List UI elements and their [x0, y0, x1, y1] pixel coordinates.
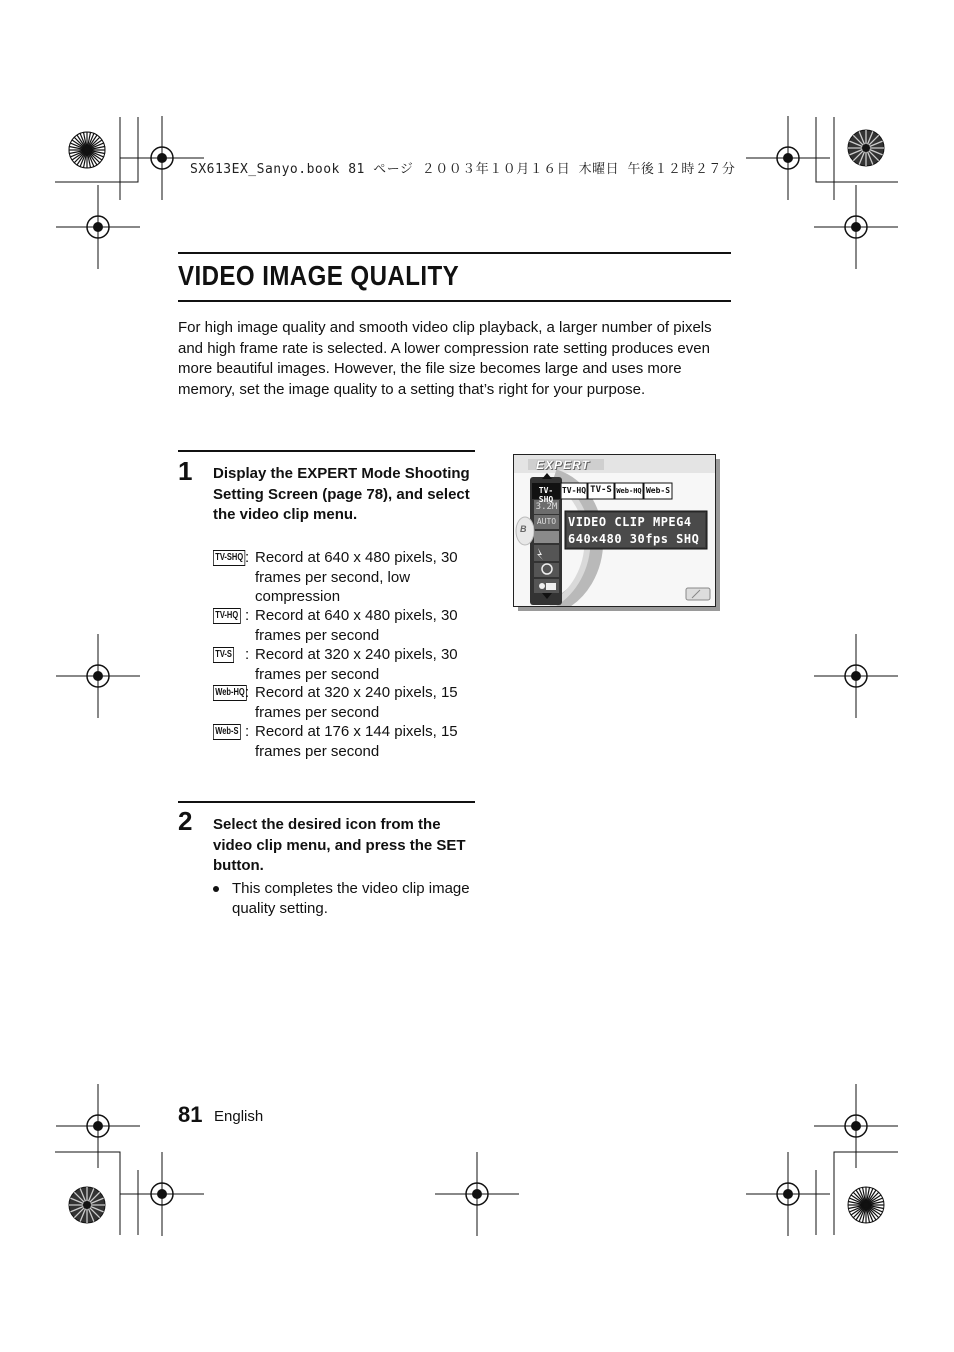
bullet-icon: [213, 886, 219, 892]
tab-tv-hq: TV-HQ: [561, 486, 587, 495]
bullet-text: This completes the video clip image quality setting.: [232, 880, 470, 917]
tab-web-hq: Web-HQ: [616, 487, 642, 495]
option-description: Record at 640 x 480 pixels, 30 frames per second, low compression: [255, 549, 458, 605]
tab-web-s: Web-S: [645, 486, 671, 495]
option-description: Record at 320 x 240 pixels, 30 frames per second: [255, 646, 458, 683]
step-1-heading: Display the EXPERT Mode Shooting Setting Screen (page 78), and select the video clip menu.: [213, 465, 470, 523]
lcd-info-line-1: VIDEO CLIP MPEG4: [568, 515, 692, 529]
step-1-rule: [178, 450, 475, 452]
step-2-rule: [178, 801, 475, 803]
tv-shq-icon: TV-SHQ: [213, 550, 245, 566]
side-letter: B: [520, 524, 527, 534]
web-s-icon: Web-S: [213, 724, 241, 740]
tab-tv-shq: TV-SHQ: [538, 486, 554, 504]
lcd-graphic: [514, 455, 715, 606]
expert-mode-label: EXPERT: [536, 458, 590, 472]
intro-paragraph: For high image quality and smooth video clip playback, a larger number of pixels and high frame rate is selected. A lower compression rate setting produces even more beautiful images. However, the file size becomes large and uses more memory, set the image quality to a setting that’s right for your purpose.: [178, 319, 712, 398]
tv-s-icon: TV-S: [213, 647, 234, 663]
auto-icon: AUTO: [536, 517, 557, 526]
tab-tv-s: TV-S: [590, 485, 612, 495]
tv-hq-icon: TV-HQ: [213, 608, 240, 624]
section-title-box: [178, 252, 731, 302]
print-header-line: SX613EX_Sanyo.book 81 ページ ２００３年１０月１６日 木曜日 午後１２時２７分: [190, 162, 736, 177]
step-2-number: 2: [178, 806, 193, 836]
web-hq-icon: Web-HQ: [213, 685, 247, 701]
resolution-icon: 3.2M: [535, 502, 558, 512]
option-description: Record at 176 x 144 pixels, 15 frames per second: [255, 723, 458, 760]
page-title: VIDEO IMAGE QUALITY: [178, 260, 460, 291]
lcd-info-line-2: 640×480 30fps SHQ: [568, 532, 700, 546]
step-2-heading: Select the desired icon from the video clip menu, and press the SET button.: [213, 816, 466, 874]
step-1-number: 1: [178, 456, 193, 486]
camera-lcd-screen: [513, 454, 716, 607]
option-description: Record at 320 x 240 pixels, 15 frames per second: [255, 684, 458, 721]
language-label: English: [214, 1108, 264, 1125]
option-description: Record at 640 x 480 pixels, 30 frames per second: [255, 607, 458, 644]
page-number: 81: [178, 1102, 203, 1127]
